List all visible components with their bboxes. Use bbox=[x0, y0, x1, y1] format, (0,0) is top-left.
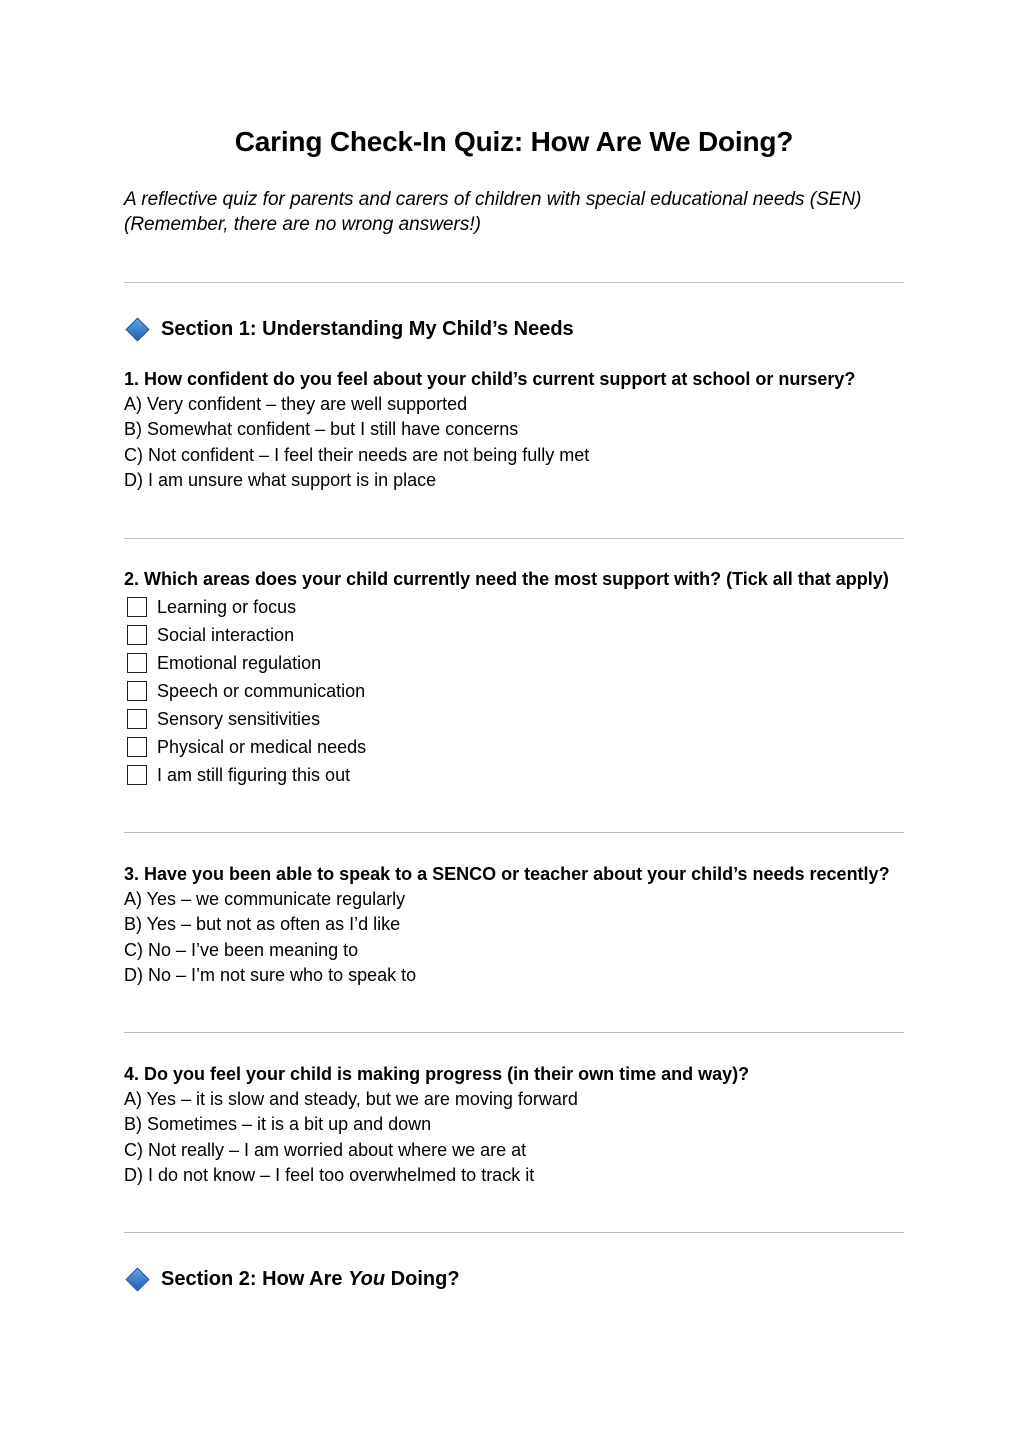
divider-5 bbox=[124, 1232, 904, 1233]
subtitle bbox=[124, 187, 924, 237]
empty-checkbox-icon[interactable] bbox=[127, 681, 147, 701]
question-4-option-c: C) Not really – I am worried about where we are at bbox=[124, 1139, 527, 1160]
checklist-item[interactable] bbox=[124, 705, 904, 733]
checklist-item[interactable] bbox=[124, 677, 904, 705]
empty-checkbox-icon[interactable] bbox=[127, 737, 147, 757]
empty-checkbox-icon[interactable] bbox=[127, 625, 147, 645]
checklist-item-label: Speech or communication bbox=[157, 680, 366, 701]
question-4-option-d: D) I do not know – I feel too overwhelmed to track it bbox=[124, 1164, 535, 1185]
question-4-options bbox=[124, 1087, 904, 1188]
checklist-item[interactable] bbox=[124, 593, 904, 621]
section-2-heading bbox=[124, 1264, 460, 1294]
question-1-options bbox=[124, 392, 904, 493]
question-2-checklist bbox=[124, 593, 904, 789]
question-4: 4. Do you feel your child is making progress (in their own time and way)? bbox=[124, 1064, 750, 1084]
section-2-title-pre: Section 2: How Are bbox=[161, 1267, 349, 1290]
checklist-item[interactable] bbox=[124, 733, 904, 761]
blue-diamond-icon bbox=[125, 1267, 149, 1291]
checklist-item-label: I am still figuring this out bbox=[157, 764, 351, 785]
question-4-option-a: A) Yes – it is slow and steady, but we are moving forward bbox=[124, 1089, 578, 1109]
question-3-option-c: C) No – I’ve been meaning to bbox=[124, 939, 359, 960]
empty-checkbox-icon[interactable] bbox=[127, 653, 147, 673]
question-4-option-b: B) Sometimes – it is a bit up and down bbox=[124, 1114, 432, 1135]
checklist-item-label: Physical or medical needs bbox=[157, 736, 367, 757]
checklist-item-label: Social interaction bbox=[157, 624, 295, 645]
question-3-options bbox=[124, 887, 904, 988]
section-1-heading bbox=[124, 314, 574, 344]
section-2-title-post: Doing? bbox=[385, 1267, 460, 1290]
question-3: 3. Have you been able to speak to a SENCO or teacher about your child’s needs recently? bbox=[124, 864, 890, 884]
divider-1 bbox=[124, 282, 904, 283]
checklist-item[interactable] bbox=[124, 761, 904, 789]
subtitle-line-2: (Remember, there are no wrong answers!) bbox=[124, 214, 481, 235]
question-2: 2. Which areas does your child currently need the most support with? (Tick all that apply) bbox=[124, 569, 889, 589]
checklist-item[interactable] bbox=[124, 621, 904, 649]
divider-4 bbox=[124, 1032, 904, 1033]
section-2-title bbox=[161, 1268, 460, 1291]
question-3-option-d: D) No – I’m not sure who to speak to bbox=[124, 964, 417, 985]
subtitle-line-1: A reflective quiz for parents and carers of children with special educational needs (SEN) bbox=[124, 189, 862, 210]
question-1-option-a: A) Very confident – they are well supported bbox=[124, 394, 468, 414]
empty-checkbox-icon[interactable] bbox=[127, 597, 147, 617]
question-1: 1. How confident do you feel about your child’s current support at school or nursery? bbox=[124, 369, 856, 389]
question-3-option-a: A) Yes – we communicate regularly bbox=[124, 889, 406, 909]
empty-checkbox-icon[interactable] bbox=[127, 765, 147, 785]
empty-checkbox-icon[interactable] bbox=[127, 709, 147, 729]
question-1-option-d: D) I am unsure what support is in place bbox=[124, 469, 437, 490]
section-1-title: Section 1: Understanding My Child’s Needs bbox=[161, 317, 574, 340]
section-2-title-emphasis: You bbox=[348, 1267, 386, 1290]
divider-2 bbox=[124, 538, 904, 539]
divider-3 bbox=[124, 832, 904, 833]
blue-diamond-icon bbox=[125, 317, 149, 341]
question-1-option-b: B) Somewhat confident – but I still have concerns bbox=[124, 419, 519, 440]
checklist-item-label: Emotional regulation bbox=[157, 652, 322, 673]
page-title: Caring Check-In Quiz: How Are We Doing? bbox=[234, 126, 794, 157]
checklist-item[interactable] bbox=[124, 649, 904, 677]
question-3-option-b: B) Yes – but not as often as I’d like bbox=[124, 914, 401, 935]
checklist-item-label: Sensory sensitivities bbox=[157, 708, 321, 729]
checklist-item-label: Learning or focus bbox=[157, 596, 297, 617]
question-1-option-c: C) Not confident – I feel their needs are not being fully met bbox=[124, 444, 590, 465]
